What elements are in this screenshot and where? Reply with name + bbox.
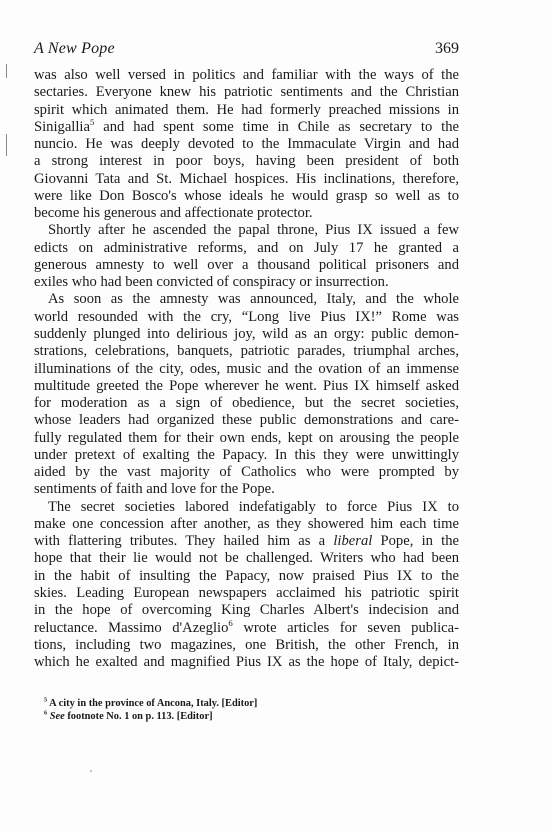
footnotes	[44, 697, 444, 723]
text-line: nuncio. He was deeply devoted to the Immaculate Virgin and had	[34, 136, 459, 153]
body-text	[34, 67, 459, 671]
text-line: reluctance. Massimo d'Azeglio$^6$ wrote articles for seven publica-	[34, 617, 459, 636]
margin-mark	[6, 64, 7, 78]
text-line: As soon as the amnesty was announced, Italy, and the whole	[48, 291, 459, 308]
text-line: multitude greeted the Pope wherever he went. Pius IX himself asked	[34, 377, 459, 394]
text-line: Shortly after he ascended the papal throne, Pius IX issued a few	[48, 222, 459, 239]
paragraph	[34, 291, 459, 498]
text-line: world resounded with the cry, “Long live Pius IX!” Rome was	[34, 308, 459, 325]
page-header	[34, 40, 459, 60]
text-line: with flattering tributes. They hailed him as a liberal Pope, in the	[34, 533, 459, 550]
text-line: in the hope of overcoming King Charles Albert's indecision and	[34, 602, 459, 619]
text-line: a strong interest in poor boys, having been president of both	[34, 153, 459, 170]
text-line: tions, including two magazines, one British, the other French, in	[34, 636, 459, 653]
paragraph	[34, 499, 459, 672]
margin-mark	[6, 134, 7, 156]
text-line: sectaries. Everyone knew his patriotic sentiments and the Christian	[34, 84, 459, 101]
text-line: in the habit of insulting the Papacy, now praised Pius IX to the	[34, 567, 459, 584]
text-line: fully regulated them for their own ends, kept on arousing the people	[34, 429, 459, 446]
paragraph	[34, 222, 459, 291]
footnote: $^5$ A city in the province of Ancona, Italy. [Editor]	[44, 696, 258, 709]
text-line: make one concession after another, as they showered him each time	[34, 515, 459, 532]
text-line: were like Don Bosco's whose ideals he would grasp so well as to	[34, 187, 459, 204]
text-line: Giovanni Tata and St. Michael hospices. His inclinations, therefore,	[34, 170, 459, 187]
text-line: edicts on administrative reforms, and on July 17 he granted a	[34, 239, 459, 256]
text-line: hope that their lie would not be challenged. Writers who had been	[34, 550, 459, 567]
text-line: The secret societies labored indefatigably to force Pius IX to	[48, 498, 459, 515]
page-number: 369	[435, 40, 459, 57]
text-line: for moderation as a sign of obedience, but the secret societies,	[34, 395, 459, 412]
paragraph	[34, 67, 459, 222]
text-line: exiles who had been convicted of conspiracy or insurrection.	[34, 274, 389, 291]
text-line: generous amnesty to well over a thousand political prisoners and	[34, 256, 459, 273]
text-line: spirit which animated them. He had formerly preached missions in	[34, 101, 459, 118]
text-line: illuminations of the city, odes, music and the ovation of an immense	[34, 360, 459, 377]
text-line: was also well versed in politics and familiar with the ways of the	[34, 67, 459, 83]
footnote: $^6$ See footnote No. 1 on p. 113. [Editor]	[44, 709, 213, 722]
text-line: suddenly plunged into delirious joy, wild as an orgy: public demon-	[34, 325, 459, 342]
text-line: Sinigallia$^5$ and had spent some time in Chile as secretary to the	[34, 116, 459, 135]
text-line: aided by the vast majority of Catholics who were prompted by	[34, 464, 459, 481]
text-line: sentiments of faith and love for the Pope.	[34, 481, 275, 498]
text-line: under pretext of exalting the Papacy. In this they were unwittingly	[34, 446, 459, 463]
text-line: skies. Leading European newspapers acclaimed his patriotic spirit	[34, 584, 459, 601]
page-speck	[90, 770, 92, 772]
text-line: whose leaders had organized these public demonstrations and care-	[34, 412, 459, 429]
running-title: A New Pope	[34, 40, 115, 57]
text-line: which he exalted and magnified Pius IX as the hope of Italy, depict-	[34, 654, 459, 671]
text-line: strations, celebrations, banquets, patriotic parades, triumphal arches,	[34, 343, 459, 360]
text-line: become his generous and affectionate protector.	[34, 205, 313, 222]
